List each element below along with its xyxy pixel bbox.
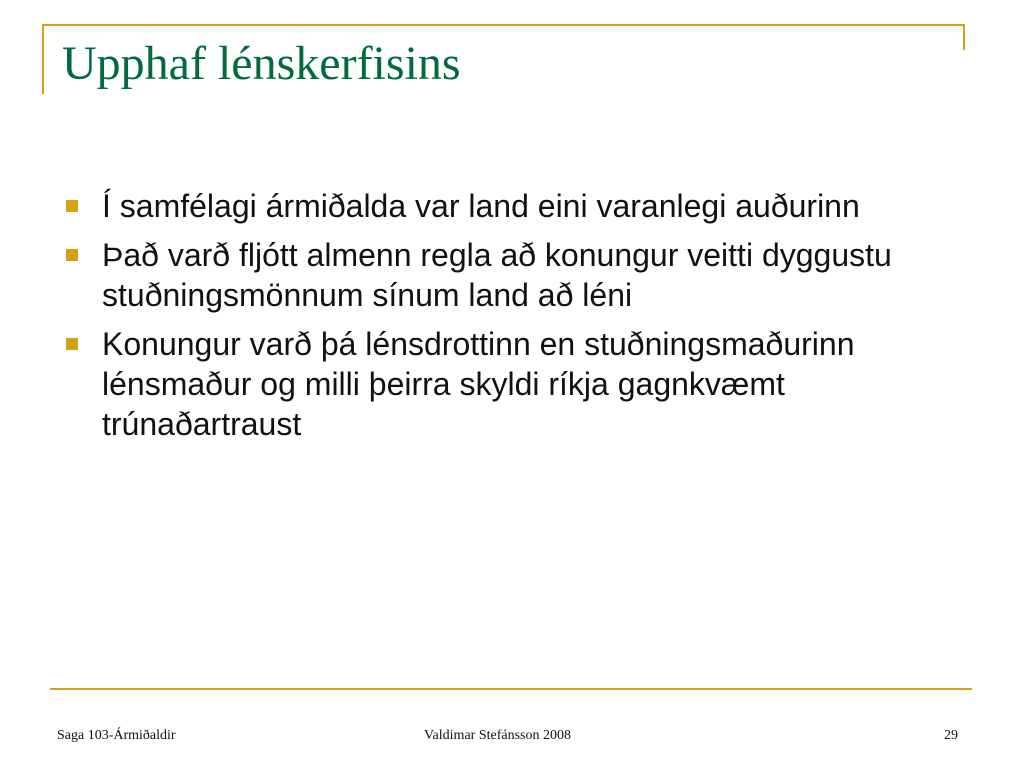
square-bullet-icon [66,249,78,261]
bullet-item [64,235,964,315]
bullet-text: Það varð fljótt almenn regla að konungur veitti dyggustu stuðningsmönnum sínum land að léni [102,237,892,313]
footer-rule [50,688,972,690]
bullet-item [64,324,964,444]
square-bullet-icon [66,200,78,212]
bullet-list [64,186,964,453]
slide-title: Upphaf lénskerfisins [62,37,461,90]
bullet-text: Konungur varð þá lénsdrottinn en stuðningsmaðurinn lénsmaður og milli þeirra skyldi ríkja gagnkvæmt trúnaðartraust [102,326,855,442]
frame-left-rule [42,24,44,94]
page-number: 29 [944,728,958,743]
square-bullet-icon [66,338,78,350]
bullet-text: Í samfélagi ármiðalda var land eini varanlegi auðurinn [102,188,860,224]
frame-top-rule [42,24,964,26]
frame-right-rule [963,24,965,50]
footer-author: Valdimar Stefánsson 2008 [424,728,571,743]
footer-course: Saga 103-Ármiðaldir [57,728,176,743]
bullet-item [64,186,964,226]
